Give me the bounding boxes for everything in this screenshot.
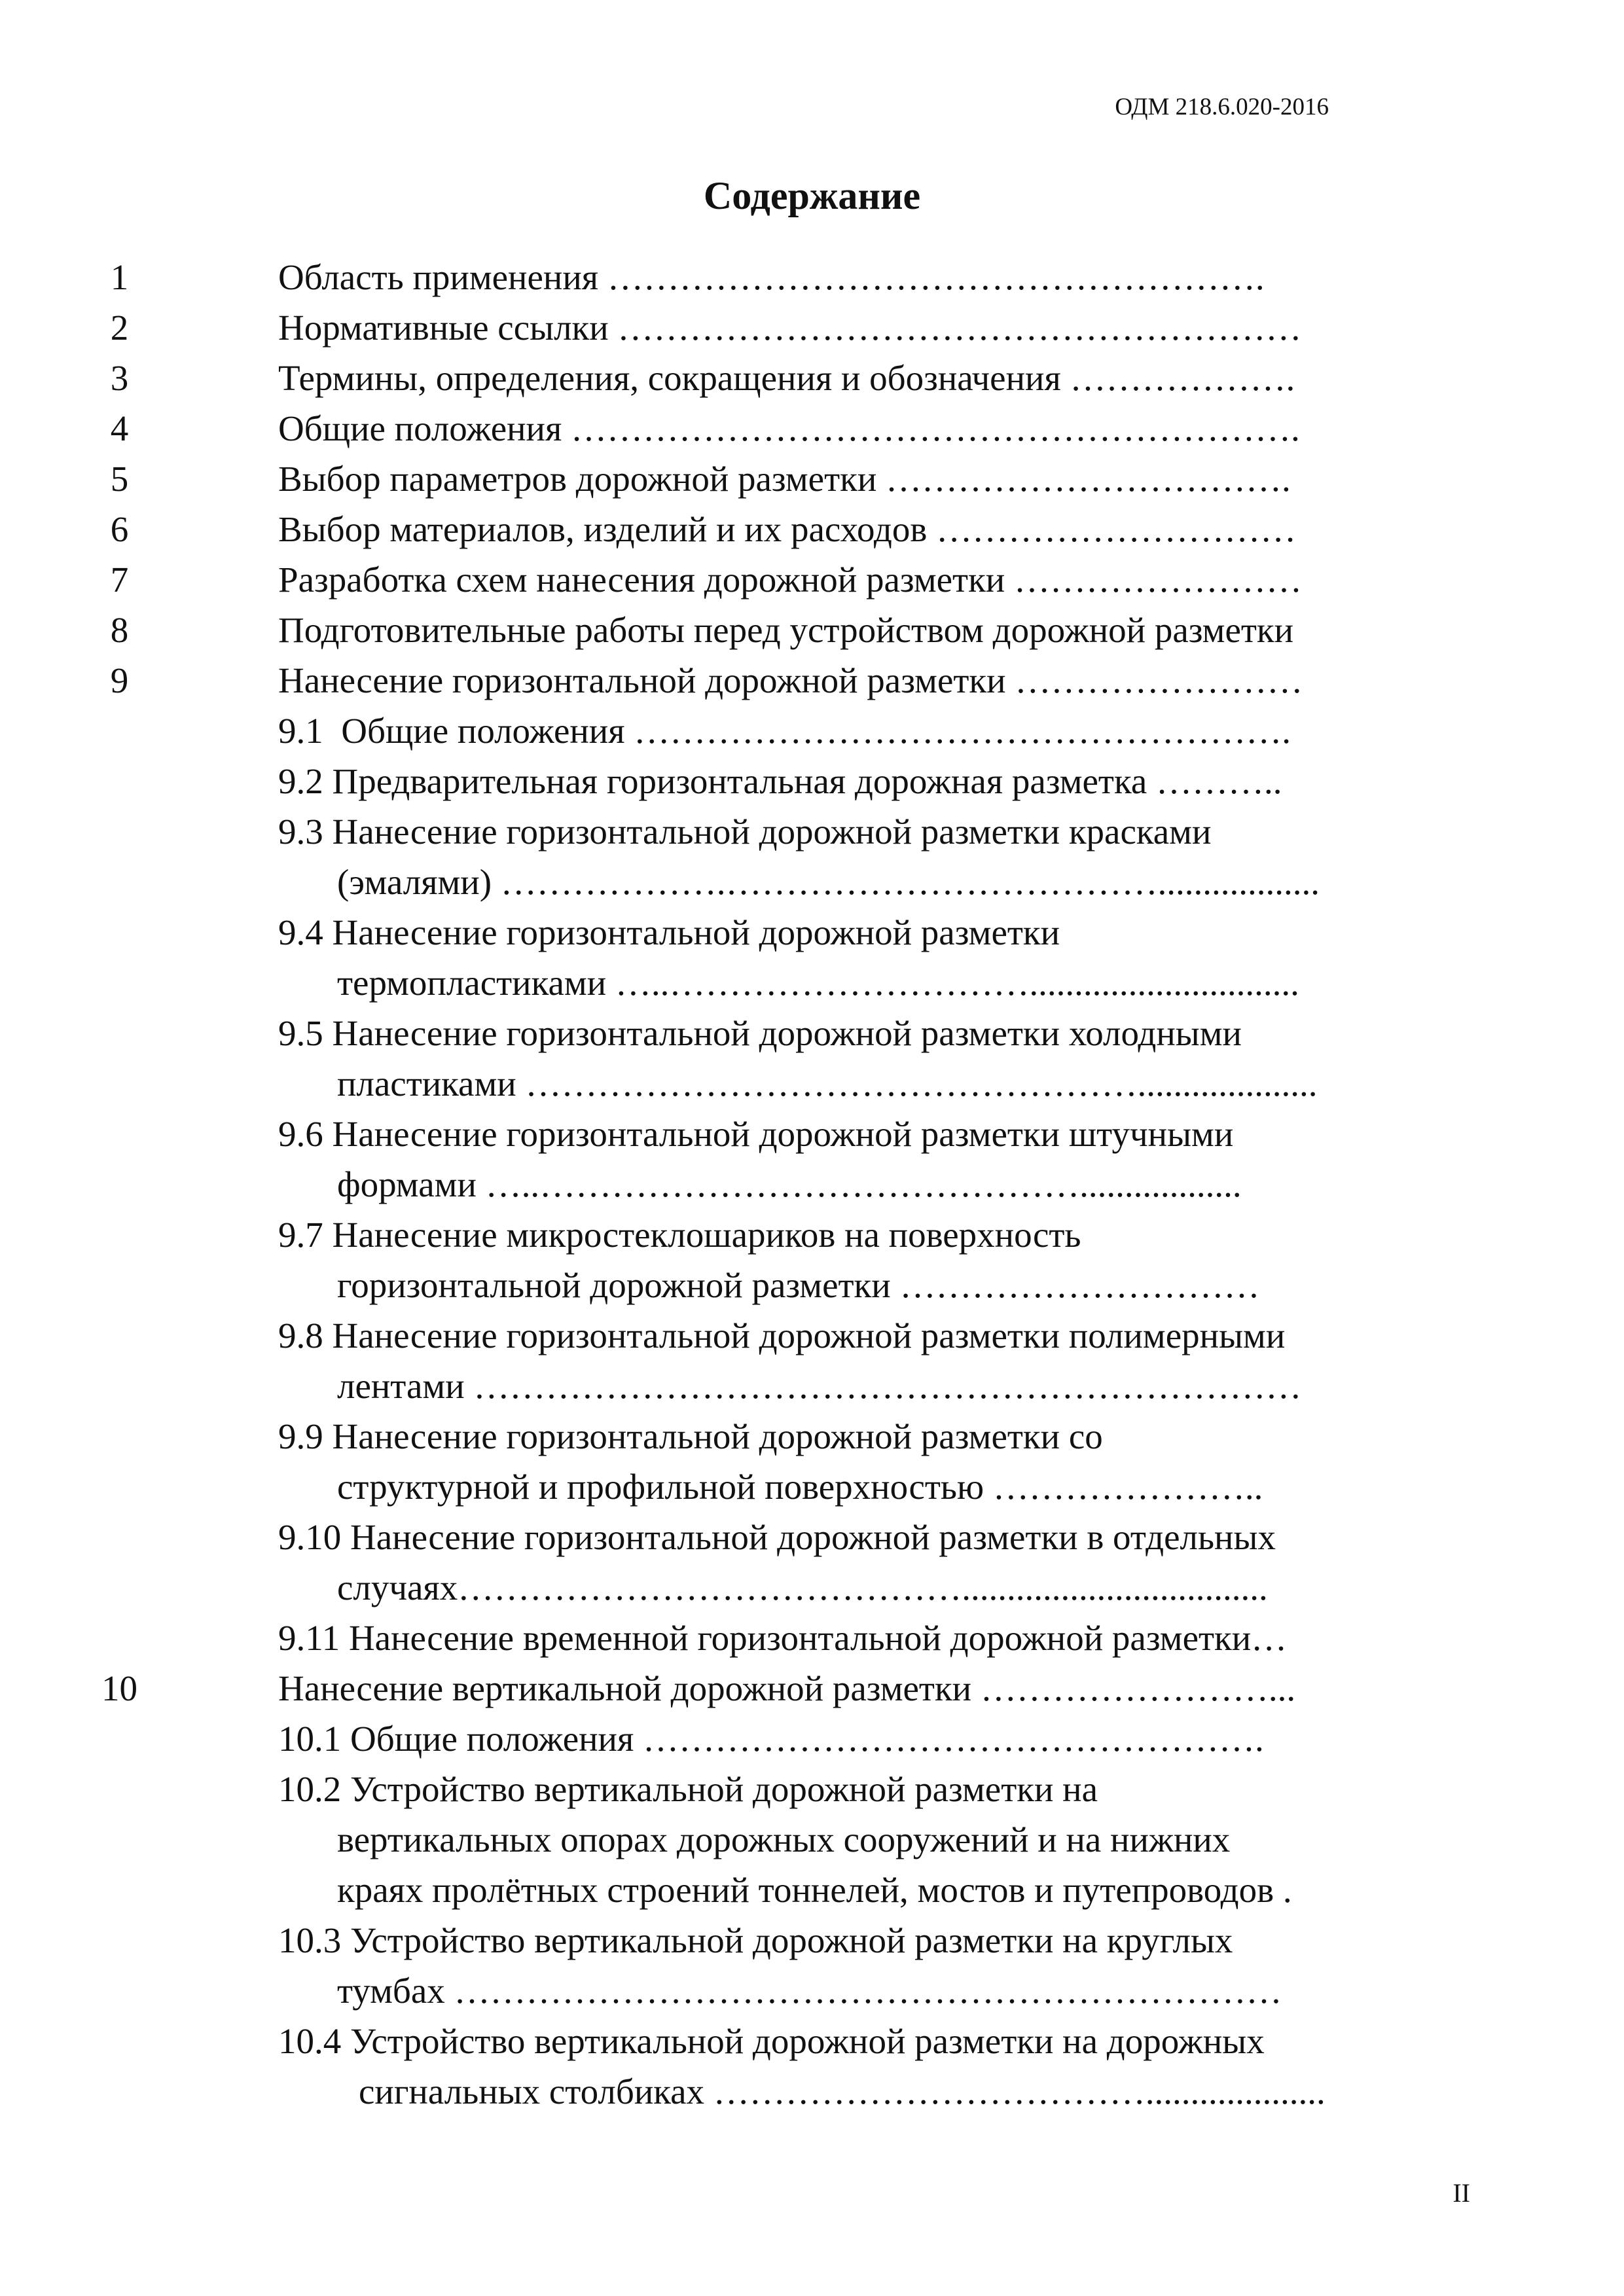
toc-entry [0, 403, 1624, 454]
toc-entry-text: структурной и профильной поверхностью ………………….. [337, 1467, 1263, 1507]
toc-entry-text: 9.9 Нанесение горизонтальной дорожной разметки со [278, 1416, 1103, 1456]
toc-entry-text: лентами …………………………………………………………… [337, 1366, 1302, 1406]
toc-entry [0, 756, 1624, 806]
toc-entry-number: 7 [110, 560, 129, 600]
toc-entry-text: 9.2 Предварительная горизонтальная дорожная разметка ……….. [278, 761, 1282, 801]
toc-entry-text: Нормативные ссылки ………………………………………………… [278, 308, 1302, 348]
toc-entry-text: Нанесение горизонтальной дорожной разметки …………………… [278, 660, 1303, 700]
toc-entry-text: 9.1 Общие положения ………………………………………………. [278, 711, 1291, 751]
toc-entry [0, 1965, 1624, 2016]
toc-entry-text: Разработка схем нанесения дорожной разметки …………………… [278, 560, 1302, 600]
toc-entry-number: 9 [110, 660, 129, 700]
table-of-contents [0, 252, 1624, 2117]
toc-entry [0, 605, 1624, 655]
toc-entry-text: 10.4 Устройство вертикальной дорожной разметки на дорожных [278, 2021, 1265, 2061]
toc-entry-number: 4 [110, 408, 129, 448]
toc-entry [0, 806, 1624, 857]
toc-entry-text: горизонтальной дорожной разметки ………………………… [337, 1265, 1260, 1305]
toc-entry [0, 1713, 1624, 1764]
toc-entry [0, 1210, 1624, 1260]
page-title: Содержание [703, 174, 921, 217]
toc-entry-text: сигнальных столбиках ……………………………….................... [359, 2072, 1326, 2111]
toc-entry-text: 9.10 Нанесение горизонтальной дорожной разметки в отдельных [278, 1517, 1276, 1557]
toc-entry [0, 907, 1624, 958]
toc-entry [0, 554, 1624, 605]
toc-entry [0, 1310, 1624, 1361]
toc-entry-number: 5 [110, 459, 129, 499]
toc-entry [0, 353, 1624, 403]
toc-entry-text: Общие положения ……………………………………………………. [278, 408, 1300, 448]
toc-entry [0, 706, 1624, 756]
toc-entry-number: 6 [110, 509, 129, 549]
toc-entry-number: 8 [110, 610, 129, 650]
toc-entry-text: вертикальных опорах дорожных сооружений и на нижних [337, 1820, 1231, 1859]
toc-entry-number: 2 [110, 308, 129, 348]
page-number: II [1453, 2178, 1470, 2208]
toc-entry [0, 1865, 1624, 1915]
toc-entry [0, 2016, 1624, 2066]
toc-entry [0, 1361, 1624, 1411]
toc-entry [0, 252, 1624, 302]
toc-entry-text: Выбор параметров дорожной разметки ……………………………. [278, 459, 1291, 499]
toc-entry [0, 655, 1624, 706]
toc-entry-text: 10.2 Устройство вертикальной дорожной разметки на [278, 1769, 1098, 1809]
toc-entry-text: термопластиками …..………………………….............................. [337, 963, 1299, 1003]
toc-entry-text: Выбор материалов, изделий и их расходов ………………………… [278, 509, 1297, 549]
toc-entry [0, 1260, 1624, 1310]
toc-entry-text: Нанесение вертикальной дорожной разметки ……………………... [278, 1668, 1296, 1708]
toc-entry [0, 1462, 1624, 1512]
toc-entry [0, 1159, 1624, 1210]
toc-entry [0, 1814, 1624, 1865]
toc-entry [0, 1663, 1624, 1713]
toc-entry [0, 857, 1624, 907]
toc-entry [0, 2066, 1624, 2117]
toc-entry-text: 9.5 Нанесение горизонтальной дорожной разметки холодными [278, 1013, 1242, 1053]
toc-entry-text: 9.6 Нанесение горизонтальной дорожной разметки штучными [278, 1114, 1234, 1154]
toc-entry-text: Подготовительные работы перед устройством дорожной разметки [278, 610, 1294, 650]
toc-entry-text: 10.1 Общие положения ……………………………………………. [278, 1719, 1264, 1759]
toc-entry-text: Термины, определения, сокращения и обозначения ………………. [278, 358, 1295, 398]
toc-entry [0, 1764, 1624, 1814]
toc-entry-number: 10 [101, 1668, 137, 1708]
toc-entry-text: 9.7 Нанесение микростеклошариков на поверхность [278, 1215, 1081, 1255]
toc-entry-text: пластиками …………………………………………….................... [337, 1064, 1318, 1103]
toc-entry [0, 1915, 1624, 1965]
toc-entry-text: 10.3 Устройство вертикальной дорожной разметки на круглых [278, 1920, 1233, 1960]
toc-entry [0, 958, 1624, 1008]
toc-entry [0, 1411, 1624, 1462]
toc-entry [0, 454, 1624, 504]
toc-entry-number: 3 [110, 358, 129, 398]
toc-entry-text: (эмалями) ……………….……………………………….................. [337, 862, 1320, 902]
toc-entry-number: 1 [110, 257, 129, 297]
toc-entry-text: тумбах …………………………………………………………… [337, 1971, 1282, 2011]
toc-entry-text: 9.11 Нанесение временной горизонтальной дорожной разметки… [278, 1618, 1288, 1658]
toc-entry-text: формами …..……………………………………….................. [337, 1164, 1242, 1204]
toc-entry-text: случаях…………………………………….................................. [337, 1568, 1268, 1607]
toc-entry [0, 504, 1624, 554]
toc-entry-text: 9.3 Нанесение горизонтальной дорожной разметки красками [278, 812, 1212, 852]
toc-entry-text: 9.4 Нанесение горизонтальной дорожной разметки [278, 912, 1060, 952]
toc-entry [0, 1512, 1624, 1562]
toc-entry [0, 1008, 1624, 1058]
toc-entry-text: краях пролётных строений тоннелей, мостов и путепроводов . [337, 1870, 1292, 1910]
toc-entry [0, 1613, 1624, 1663]
toc-entry-text: Область применения ………………………………………………. [278, 257, 1265, 297]
toc-entry-text: 9.8 Нанесение горизонтальной дорожной разметки полимерными [278, 1316, 1286, 1355]
toc-entry [0, 1109, 1624, 1159]
toc-entry [0, 1058, 1624, 1109]
document-code: ОДМ 218.6.020-2016 [1115, 94, 1329, 120]
toc-entry [0, 1562, 1624, 1613]
toc-entry [0, 302, 1624, 353]
